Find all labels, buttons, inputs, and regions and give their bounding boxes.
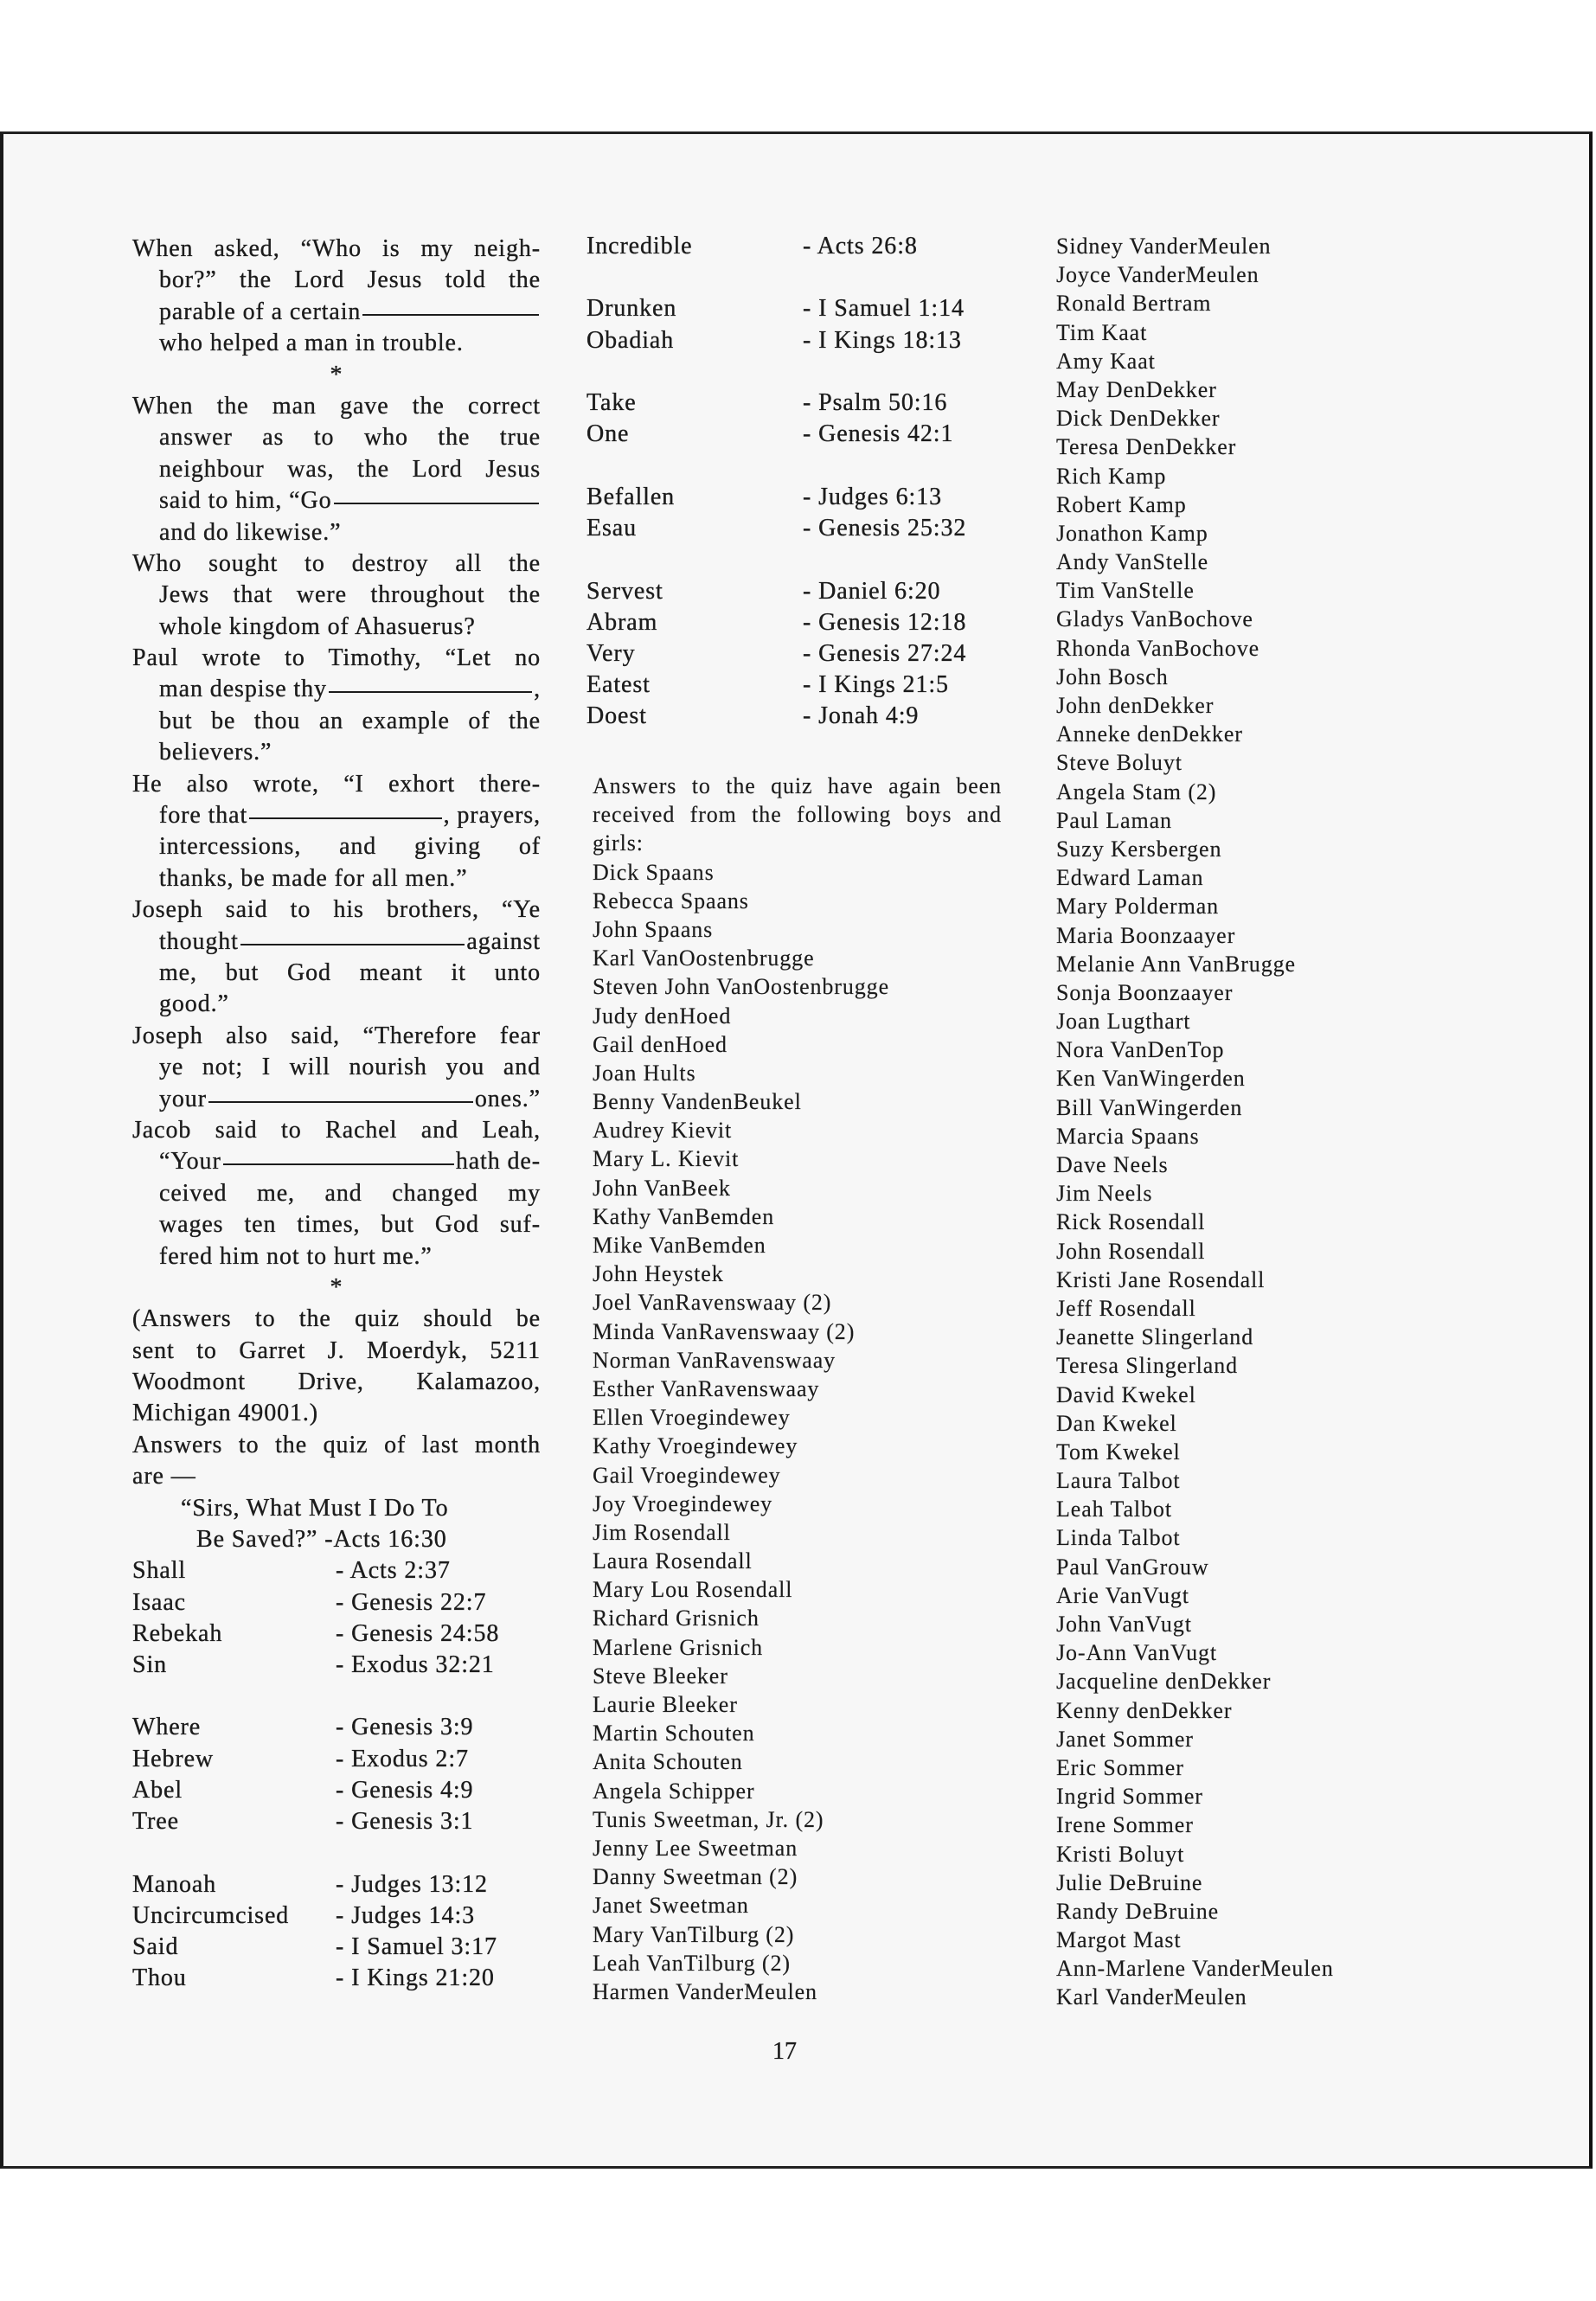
scripture-reference: - I Kings 21:5 (803, 671, 949, 699)
answer-word: Servest (586, 577, 663, 605)
answer-row (586, 231, 1002, 262)
respondent-name: Minda VanRavenswaay (2) (593, 1318, 856, 1344)
respondent-name: Kathy Vroegindewey (593, 1433, 798, 1459)
scripture-reference: - I Kings 18:13 (803, 326, 962, 354)
fill-in-line (132, 926, 541, 958)
respondent-name: Mary VanTilburg (2) (593, 1921, 795, 1947)
answer-blank (223, 1163, 454, 1165)
scripture-reference: - Exodus 32:21 (336, 1650, 495, 1678)
respondent-name: Gail denHoed (593, 1031, 727, 1057)
respondent-name: Ingrid Sommer (1056, 1784, 1203, 1810)
scripture-reference: - Judges 14:3 (336, 1901, 476, 1929)
answer-word: One (586, 420, 630, 448)
text-line: whole kingdom of Ahasuerus? (159, 612, 476, 640)
respondent-name: Linda Talbot (1056, 1525, 1181, 1551)
line-text: fore that (159, 802, 248, 830)
respondent-name: Dick Spaans (593, 859, 715, 885)
text-line: fered him not to hurt me.” (159, 1242, 433, 1270)
respondent-name: Ken VanWingerden (1056, 1066, 1246, 1092)
respondent-name: Jacqueline denDekker (1056, 1669, 1272, 1695)
text-line: believers.” (159, 739, 272, 766)
line-text: man despise thy (159, 676, 327, 703)
text-line: “Sirs, What Must I Do To (181, 1494, 449, 1522)
respondents-list-middle (593, 772, 1002, 2006)
respondent-name: Andy VanStelle (1056, 549, 1209, 575)
respondent-name: Paul Laman (1056, 807, 1172, 833)
text-line: neighbour was, the Lord Jesus (159, 455, 541, 483)
respondent-name: Harmen VanderMeulen (593, 1978, 817, 2004)
respondent-name: Maria Boonzaayer (1056, 922, 1236, 948)
respondent-name: Sonja Boonzaayer (1056, 979, 1234, 1005)
text-line: Joseph also said, “Therefore fear (132, 1022, 541, 1049)
respondent-name: John VanVugt (1056, 1612, 1192, 1637)
respondent-name: Ellen Vroegindewey (593, 1405, 791, 1431)
text-line: Joseph said to his brothers, “Ye (132, 896, 541, 924)
line-text: said to him, “Go (159, 487, 332, 515)
text-line: When the man gave the correct (132, 392, 541, 420)
respondent-name: Esther VanRavenswaay (593, 1375, 820, 1401)
respondent-name: Bill VanWingerden (1056, 1094, 1243, 1120)
respondent-name: Benny VandenBeukel (593, 1089, 802, 1115)
fill-in-line (132, 1084, 541, 1115)
answer-blank (362, 313, 539, 316)
answer-word: Obadiah (586, 326, 675, 354)
respondent-name: Amy Kaat (1056, 348, 1156, 374)
scripture-reference: - Acts 26:8 (803, 233, 918, 260)
answer-row (586, 576, 1002, 607)
respondent-name: Angela Schipper (593, 1778, 755, 1804)
scripture-reference: - Genesis 24:58 (336, 1619, 500, 1647)
answer-row (586, 513, 1002, 544)
answer-word: Rebekah (132, 1619, 223, 1647)
text-line: ye not; I will nourish you and (159, 1054, 541, 1081)
answer-word: Uncircumcised (132, 1901, 290, 1929)
respondent-name: Suzy Kersbergen (1056, 836, 1222, 862)
respondent-name: Janet Sweetman (593, 1893, 749, 1919)
line-text: hath de- (455, 1148, 541, 1176)
text-line: but be thou an example of the (159, 707, 541, 734)
respondent-name: Julie DeBruine (1056, 1869, 1203, 1895)
answer-word: Befallen (586, 483, 676, 510)
scripture-reference: - I Kings 21:20 (336, 1965, 495, 1992)
answer-row (586, 670, 1002, 701)
quiz-questions-column (132, 234, 541, 1994)
asterisk-separator: * (330, 1273, 343, 1301)
respondent-name: Edward Laman (1056, 865, 1204, 891)
scripture-reference: - Genesis 4:9 (336, 1776, 474, 1804)
answer-row (132, 1587, 541, 1618)
text-line: He also wrote, “I exhort there- (132, 770, 541, 798)
answer-row (132, 1712, 541, 1743)
line-text: “Your (159, 1148, 221, 1176)
scripture-reference: - Acts 2:37 (336, 1557, 451, 1585)
respondent-name: Mike VanBemden (593, 1233, 766, 1258)
answer-row (586, 293, 1002, 324)
answer-word: Thou (132, 1965, 187, 1992)
answer-word: Shall (132, 1557, 187, 1585)
respondents-list-right (1056, 232, 1489, 2012)
respondent-name: Jo-Ann VanVugt (1056, 1640, 1218, 1666)
respondent-name: Laurie Bleeker (593, 1692, 738, 1717)
respondent-name: Irene Sommer (1056, 1812, 1194, 1838)
answer-row (132, 1932, 541, 1963)
answer-word: Isaac (132, 1588, 187, 1616)
scripture-reference: - Genesis 27:24 (803, 639, 967, 667)
intro-text-line: girls: (593, 830, 644, 856)
respondent-name: Jeff Rosendall (1056, 1295, 1196, 1321)
answer-row (586, 482, 1002, 513)
answer-row (132, 1963, 541, 1994)
quiz-answers-list (586, 231, 1002, 732)
answer-blank (249, 817, 441, 819)
respondent-name: Laura Talbot (1056, 1468, 1181, 1494)
respondent-name: Laura Rosendall (593, 1548, 753, 1574)
fill-in-line (132, 800, 541, 831)
answer-row (132, 1900, 541, 1932)
text-line: Answers to the quiz of last month (132, 1431, 541, 1458)
fill-in-line (132, 485, 541, 516)
respondent-name: Teresa Slingerland (1056, 1353, 1239, 1379)
text-line: Paul wrote to Timothy, “Let no (132, 644, 541, 672)
respondent-name: Marlene Grisnich (593, 1634, 764, 1660)
respondent-name: Tim VanStelle (1056, 578, 1195, 604)
respondent-name: Rich Kamp (1056, 463, 1167, 489)
answer-row (586, 419, 1002, 450)
page-number: 17 (772, 2038, 797, 2065)
scripture-reference: - Genesis 3:9 (336, 1714, 474, 1741)
respondent-name: John Bosch (1056, 663, 1169, 689)
answer-word: Drunken (586, 295, 677, 323)
answer-row (132, 1869, 541, 1900)
text-line: ceived me, and changed my (159, 1179, 541, 1207)
respondent-name: Joyce VanderMeulen (1056, 262, 1259, 288)
respondent-name: Tom Kwekel (1056, 1439, 1181, 1465)
answer-word: Esau (586, 515, 638, 542)
scripture-reference: - Jonah 4:9 (803, 702, 920, 730)
answer-word: Where (132, 1714, 202, 1741)
respondent-name: Judy denHoed (593, 1003, 732, 1029)
respondent-name: Steve Bleeker (593, 1663, 728, 1689)
respondent-name: Melanie Ann VanBrugge (1056, 951, 1296, 977)
respondent-name: May DenDekker (1056, 376, 1217, 402)
respondent-name: Steven John VanOostenbrugge (593, 974, 890, 1000)
respondent-name: Leah Talbot (1056, 1497, 1172, 1522)
respondent-name: John VanBeek (593, 1175, 731, 1201)
respondent-name: Ronald Bertram (1056, 291, 1212, 317)
text-line: answer as to who the true (159, 424, 541, 452)
respondent-name: Leah VanTilburg (2) (593, 1950, 791, 1976)
respondent-name: Jim Rosendall (593, 1519, 731, 1545)
group-spacer (586, 262, 1002, 293)
respondent-name: Jonathon Kamp (1056, 520, 1208, 546)
respondent-name: Jenny Lee Sweetman (593, 1835, 798, 1861)
text-line: Who sought to destroy all the (132, 549, 541, 577)
answer-blank (334, 502, 540, 504)
scripture-reference: - Judges 6:13 (803, 483, 943, 510)
respondent-name: Mary Lou Rosendall (593, 1577, 793, 1603)
respondent-name: Norman VanRavenswaay (593, 1347, 836, 1373)
answer-row (132, 1775, 541, 1806)
intro-text-line: received from the following boys and (593, 802, 1002, 828)
line-text: against (466, 927, 541, 955)
respondent-name: Margot Mast (1056, 1927, 1182, 1953)
respondent-name: Kathy VanBemden (593, 1203, 775, 1229)
group-spacer (586, 451, 1002, 482)
answer-row (586, 701, 1002, 732)
text-line: good.” (159, 990, 229, 1018)
respondent-name: Rick Rosendall (1056, 1209, 1206, 1235)
respondent-name: Anneke denDekker (1056, 721, 1243, 747)
answer-blank (208, 1100, 473, 1103)
line-text: parable of a certain (159, 298, 362, 325)
respondent-name: Robert Kamp (1056, 491, 1187, 517)
text-line: Michigan 49001.) (132, 1400, 319, 1427)
answer-word: Doest (586, 702, 647, 730)
text-line: (Answers to the quiz should be (132, 1305, 541, 1333)
answer-word: Abel (132, 1776, 183, 1804)
line-text: ones.” (474, 1085, 541, 1112)
text-line: Jews that were throughout the (159, 581, 541, 609)
answer-word: Hebrew (132, 1745, 215, 1772)
respondent-name: Kristi Jane Rosendall (1056, 1266, 1266, 1292)
asterisk-separator: * (330, 361, 343, 388)
respondent-name: Kenny denDekker (1056, 1697, 1233, 1723)
text-line: intercessions, and giving of (159, 833, 541, 861)
respondent-name: Kristi Boluyt (1056, 1841, 1185, 1867)
respondent-name: Martin Schouten (593, 1721, 755, 1747)
answer-row (132, 1744, 541, 1775)
respondent-name: Steve Boluyt (1056, 750, 1183, 776)
respondent-name: Randy DeBruine (1056, 1898, 1220, 1924)
respondent-name: Janet Sommer (1056, 1726, 1194, 1752)
text-line: Be Saved?” -Acts 16:30 (196, 1526, 447, 1554)
respondent-name: Tunis Sweetman, Jr. (2) (593, 1806, 824, 1832)
group-spacer (132, 1681, 541, 1712)
scripture-reference: - Judges 13:12 (336, 1870, 488, 1898)
respondent-name: John Heystek (593, 1261, 724, 1287)
text-line: wages ten times, but God suf- (159, 1211, 541, 1239)
text-line: me, but God meant it unto (159, 958, 541, 986)
respondent-name: Joan Lugthart (1056, 1009, 1191, 1035)
respondent-name: Paul VanGrouw (1056, 1554, 1209, 1580)
respondent-name: Mary Polderman (1056, 894, 1220, 920)
answer-word: Tree (132, 1808, 179, 1836)
fill-in-line (132, 1146, 541, 1177)
answer-word: Eatest (586, 671, 651, 699)
respondent-name: Teresa DenDekker (1056, 434, 1237, 460)
answer-row (586, 325, 1002, 356)
group-spacer (132, 1837, 541, 1868)
respondent-name: Rebecca Spaans (593, 888, 749, 913)
respondent-name: John Spaans (593, 916, 714, 942)
scripture-reference: - I Samuel 3:17 (336, 1932, 497, 1960)
answer-word: Very (586, 639, 636, 667)
answer-word: Incredible (586, 233, 693, 260)
respondent-name: Joel VanRavenswaay (2) (593, 1290, 832, 1316)
respondent-name: Rhonda VanBochove (1056, 635, 1260, 661)
answer-row (586, 607, 1002, 638)
respondent-name: Arie VanVugt (1056, 1582, 1189, 1608)
respondent-name: Gladys VanBochove (1056, 606, 1253, 632)
line-text: , prayers, (443, 802, 541, 830)
text-line: who helped a man in trouble. (159, 330, 464, 357)
respondent-name: Tim Kaat (1056, 319, 1148, 345)
respondent-name: John Rosendall (1056, 1238, 1206, 1264)
text-line: are — (132, 1463, 196, 1490)
fill-in-line (132, 674, 541, 705)
respondent-name: Sidney VanderMeulen (1056, 234, 1272, 259)
line-text: thought (159, 927, 239, 955)
answer-row (132, 1618, 541, 1650)
answer-row (586, 638, 1002, 670)
answer-word: Sin (132, 1650, 168, 1678)
scripture-reference: - Genesis 25:32 (803, 515, 967, 542)
respondent-name: Joy Vroegindewey (593, 1490, 773, 1516)
line-text: your (159, 1085, 207, 1112)
answer-blank (329, 690, 532, 693)
answer-word: Take (586, 389, 637, 417)
scripture-reference: - Exodus 2:7 (336, 1745, 469, 1772)
respondent-name: Dan Kwekel (1056, 1410, 1177, 1436)
respondent-name: Danny Sweetman (2) (593, 1864, 798, 1890)
answer-word: Manoah (132, 1870, 217, 1898)
respondent-name: Nora VanDenTop (1056, 1037, 1225, 1063)
respondent-name: Anita Schouten (593, 1749, 743, 1775)
respondent-name: Ann-Marlene VanderMeulen (1056, 1956, 1334, 1982)
respondent-name: Eric Sommer (1056, 1754, 1184, 1780)
answer-row (586, 388, 1002, 419)
scripture-reference: - Psalm 50:16 (803, 389, 948, 417)
group-spacer (586, 356, 1002, 388)
respondent-name: Dave Neels (1056, 1152, 1169, 1177)
respondent-name: Dick DenDekker (1056, 406, 1221, 432)
scripture-reference: - Genesis 42:1 (803, 420, 954, 448)
respondent-name: Joan Hults (593, 1060, 696, 1086)
text-line: and do likewise.” (159, 518, 342, 546)
respondent-name: Jeanette Slingerland (1056, 1324, 1254, 1350)
answer-word: Said (132, 1932, 179, 1960)
text-line: Jacob said to Rachel and Leah, (132, 1116, 541, 1144)
respondent-name: Gail Vroegindewey (593, 1462, 781, 1488)
line-text: , (534, 676, 541, 703)
group-spacer (586, 544, 1002, 575)
text-line: When asked, “Who is my neigh- (132, 235, 541, 262)
respondent-name: Angela Stam (2) (1056, 779, 1217, 804)
answer-blank (240, 943, 465, 945)
text-line: Woodmont Drive, Kalamazoo, (132, 1368, 541, 1396)
respondent-name: Marcia Spaans (1056, 1123, 1200, 1149)
intro-text-line: Answers to the quiz have again been (593, 773, 1002, 798)
scripture-reference: - Genesis 3:1 (336, 1808, 474, 1836)
respondent-name: Karl VanderMeulen (1056, 1984, 1247, 2010)
fill-in-line (132, 297, 541, 328)
scripture-reference: - Genesis 22:7 (336, 1588, 487, 1616)
text-line: sent to Garret J. Moerdyk, 5211 (132, 1336, 541, 1364)
scripture-reference: - I Samuel 1:14 (803, 295, 965, 323)
text-line: thanks, be made for all men.” (159, 864, 468, 892)
respondent-name: Richard Grisnich (593, 1606, 760, 1631)
respondent-name: Mary L. Kievit (593, 1146, 740, 1172)
text-line: bor?” the Lord Jesus told the (159, 266, 541, 294)
respondent-name: Karl VanOostenbrugge (593, 945, 815, 971)
answer-row (132, 1555, 541, 1586)
respondent-name: Jim Neels (1056, 1181, 1153, 1207)
scripture-reference: - Genesis 12:18 (803, 608, 967, 636)
scripture-reference: - Daniel 6:20 (803, 577, 941, 605)
respondent-name: David Kwekel (1056, 1381, 1196, 1407)
answer-row (132, 1650, 541, 1681)
respondent-name: Audrey Kievit (593, 1118, 733, 1144)
answer-word: Abram (586, 608, 658, 636)
answer-row (132, 1806, 541, 1837)
respondent-name: John denDekker (1056, 693, 1215, 718)
